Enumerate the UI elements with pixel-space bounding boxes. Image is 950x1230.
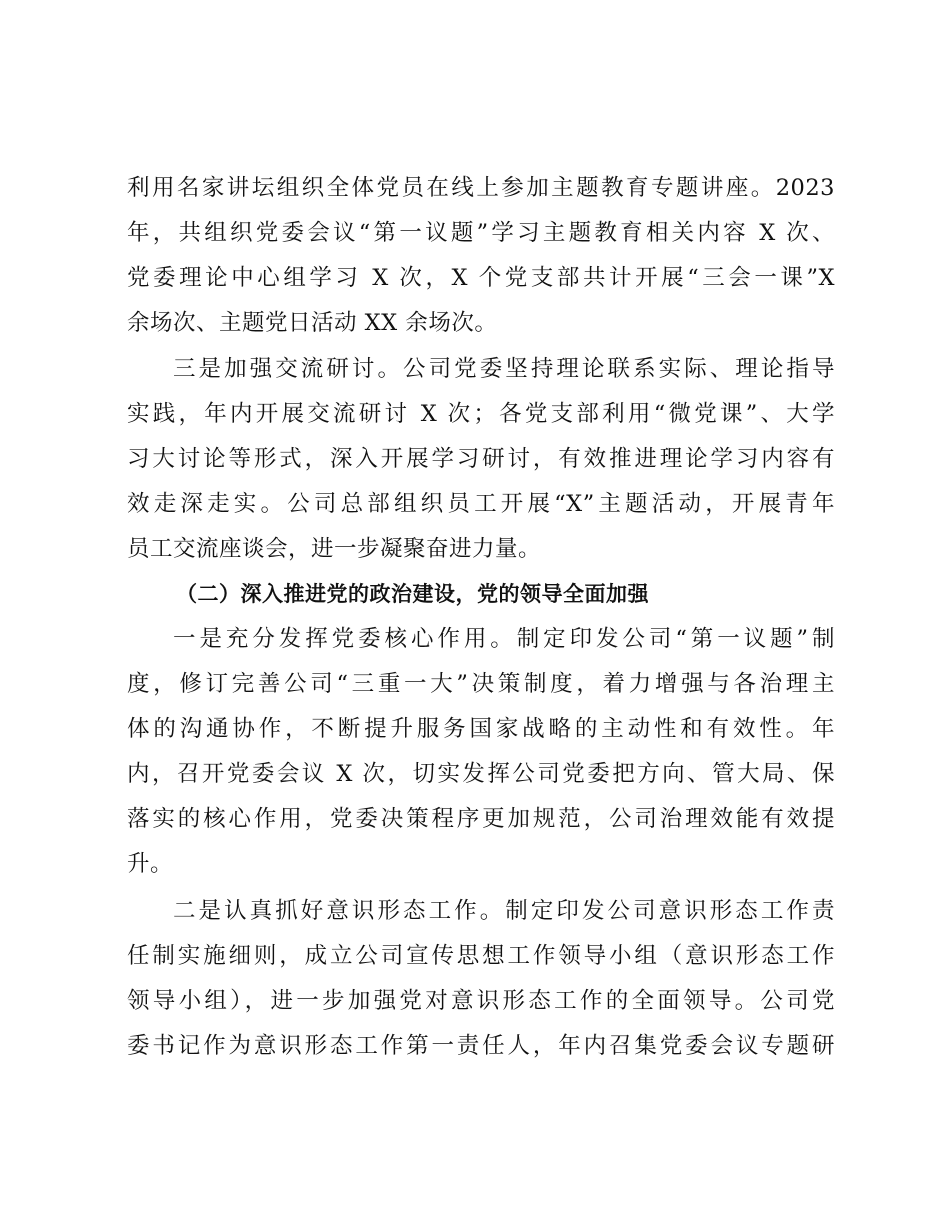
text-line-9: 员工交流座谈会，进一步凝聚奋进力量。: [127, 536, 542, 562]
paragraph-three-start: 三是加强交流研讨。公司党委坚持理论联系实际、理论指导: [173, 356, 835, 382]
text-line-3: 党委理论中心组学习 X 次，X 个党支部共计开展“三会一课”X: [127, 265, 835, 291]
text-line-18: 任制实施细则，成立公司宣传思想工作领导小组（意识形态工作: [127, 943, 835, 969]
text-line-16: 升。: [127, 851, 174, 877]
text-line-14: 内，召开党委会议 X 次，切实发挥公司党委把方向、管大局、保: [127, 761, 835, 787]
section-heading: （二）深入推进党的政治建设，党的领导全面加强: [176, 582, 649, 606]
text-line-19: 领导小组），进一步加强党对意识形态工作的全面领导。公司党: [127, 988, 835, 1014]
text-line-15: 落实的核心作用，党委决策程序更加规范，公司治理效能有效提: [127, 806, 835, 832]
paragraph-one-start: 一是充分发挥党委核心作用。制定印发公司“第一议题”制: [173, 626, 835, 652]
text-line-13: 体的沟通协作，不断提升服务国家战略的主动性和有效性。年: [127, 716, 835, 742]
paragraph-two-start: 二是认真抓好意识形态工作。制定印发公司意识形态工作责: [173, 898, 835, 924]
text-line-8: 效走深走实。公司总部组织员工开展“X”主题活动，开展青年: [127, 491, 835, 517]
text-line-7: 习大讨论等形式，深入开展学习研讨，有效推进理论学习内容有: [127, 446, 835, 472]
text-line-20: 委书记作为意识形态工作第一责任人，年内召集党委会议专题研: [127, 1033, 835, 1059]
text-line-1: 利用名家讲坛组织全体党员在线上参加主题教育专题讲座。2023: [127, 175, 835, 201]
text-line-6: 实践，年内开展交流研讨 X 次；各党支部利用“微党课”、大学: [127, 401, 835, 427]
text-line-12: 度，修订完善公司“三重一大”决策制度，着力增强与各治理主: [127, 671, 835, 697]
text-line-4: 余场次、主题党日活动 XX 余场次。: [127, 310, 498, 336]
text-line-2: 年，共组织党委会议“第一议题”学习主题教育相关内容 X 次、: [127, 220, 835, 246]
